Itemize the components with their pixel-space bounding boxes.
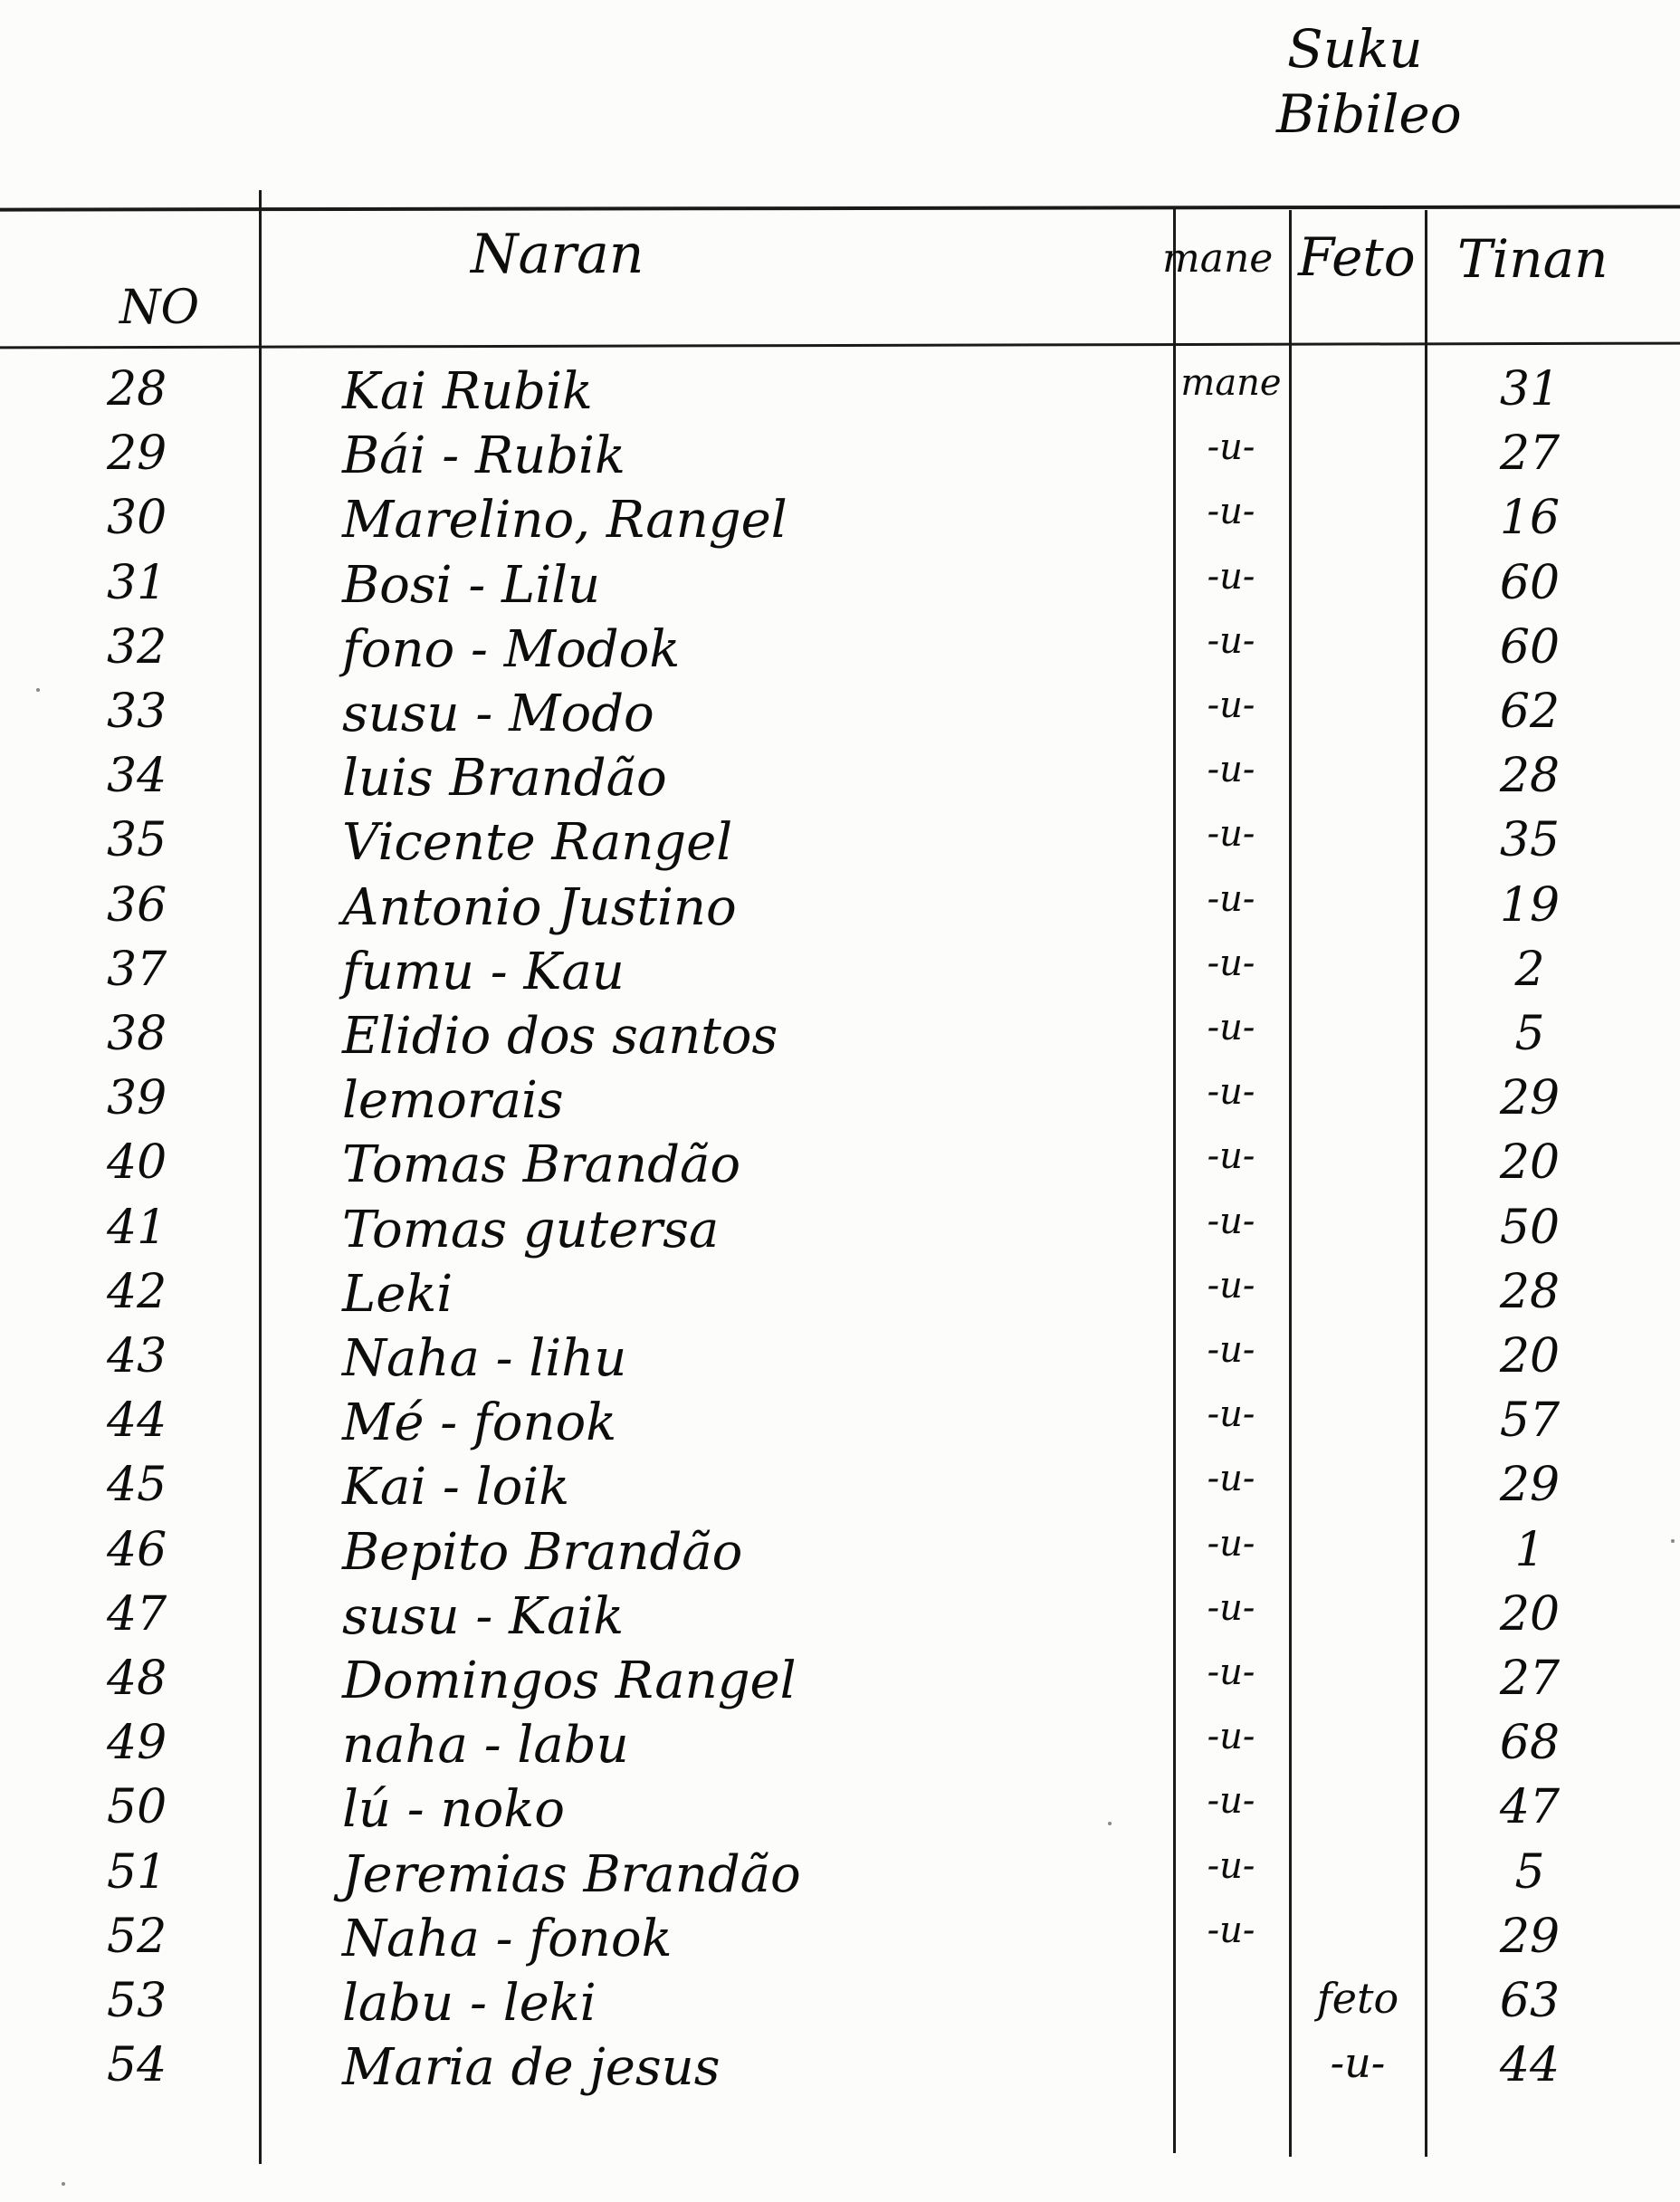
- row-number: 33: [107, 685, 167, 739]
- header-bottom-rule: [0, 342, 1680, 349]
- row-tinan: 16: [1499, 491, 1561, 546]
- row-mane: -u-: [1207, 1264, 1255, 1307]
- row-number: 47: [107, 1586, 167, 1642]
- row-naran: Vicente Rangel: [342, 813, 733, 873]
- row-naran: Mé - fonok: [342, 1393, 617, 1453]
- row-tinan: 50: [1499, 1200, 1561, 1255]
- row-tinan: 20: [1499, 1135, 1561, 1191]
- row-mane: -u-: [1207, 1200, 1255, 1242]
- table-row: [0, 426, 1680, 490]
- table-row: [0, 1845, 1680, 1909]
- row-mane: -u-: [1207, 619, 1255, 662]
- row-tinan: 35: [1499, 813, 1561, 868]
- table-row: [0, 878, 1680, 942]
- table-row: [0, 1910, 1680, 1973]
- row-tinan: 44: [1499, 2038, 1561, 2093]
- table-row: [0, 1716, 1680, 1779]
- row-mane: -u-: [1207, 1007, 1255, 1048]
- row-naran: labu - leki: [342, 1974, 597, 2033]
- row-naran: fono - Modok: [342, 619, 681, 679]
- row-tinan: 27: [1499, 426, 1561, 482]
- row-number: 44: [107, 1393, 167, 1449]
- scan-speck: [36, 688, 40, 692]
- column-header-no: NO: [119, 281, 200, 335]
- row-mane: -u-: [1207, 813, 1255, 856]
- row-tinan: 5: [1514, 1007, 1545, 1061]
- row-tinan: 27: [1499, 1652, 1561, 1706]
- row-number: 43: [107, 1329, 167, 1383]
- table-row: [0, 813, 1680, 876]
- row-number: 48: [107, 1652, 167, 1706]
- table-row: [0, 1329, 1680, 1393]
- row-tinan: 57: [1499, 1393, 1561, 1449]
- row-mane: -u-: [1207, 1393, 1255, 1436]
- row-mane: -u-: [1207, 491, 1255, 533]
- row-mane: -u-: [1207, 1135, 1255, 1178]
- row-tinan: 20: [1499, 1586, 1561, 1642]
- row-tinan: 5: [1514, 1844, 1545, 1900]
- column-header-tinan: Tinan: [1457, 228, 1608, 290]
- row-tinan: 1: [1514, 1522, 1545, 1577]
- row-number: 45: [107, 1458, 167, 1513]
- row-tinan: 29: [1499, 1458, 1561, 1513]
- column-header-mane: mane: [1162, 235, 1274, 282]
- column-header-feto: Feto: [1298, 226, 1416, 288]
- table-row: [0, 1587, 1680, 1651]
- row-naran: Naha - fonok: [342, 1909, 673, 1968]
- row-naran: Kai Rubik: [342, 362, 593, 421]
- row-mane: -u-: [1207, 1586, 1255, 1629]
- row-naran: susu - Kaik: [342, 1586, 625, 1646]
- row-number: 51: [107, 1844, 167, 1900]
- suku-name: Bibileo: [1276, 83, 1462, 145]
- row-tinan: 28: [1499, 1264, 1561, 1319]
- table-row: [0, 556, 1680, 619]
- row-feto: feto: [1316, 1974, 1399, 2023]
- row-naran: Leki: [342, 1264, 453, 1324]
- row-number: 34: [107, 749, 167, 804]
- scan-speck: [62, 2182, 65, 2186]
- table-row: [0, 1780, 1680, 1843]
- row-number: 37: [107, 942, 167, 997]
- table-row: [0, 1393, 1680, 1457]
- row-mane: -u-: [1207, 1844, 1255, 1887]
- row-mane: -u-: [1207, 1329, 1255, 1371]
- row-naran: Jeremias Brandão: [342, 1844, 801, 1904]
- row-mane: -u-: [1207, 1522, 1255, 1565]
- row-number: 30: [107, 491, 167, 546]
- table-row: [0, 1201, 1680, 1264]
- table-row: [0, 685, 1680, 748]
- row-tinan: 2: [1514, 942, 1545, 997]
- row-number: 28: [107, 362, 167, 416]
- table-row: [0, 1458, 1680, 1521]
- row-naran: fumu - Kau: [342, 942, 625, 1001]
- row-tinan: 68: [1499, 1716, 1561, 1771]
- row-mane: -u-: [1207, 426, 1255, 469]
- row-mane: -u-: [1207, 1909, 1255, 1951]
- row-number: 52: [107, 1909, 167, 1964]
- row-feto: -u-: [1330, 2038, 1386, 2088]
- row-number: 29: [107, 426, 167, 482]
- table-row: [0, 1974, 1680, 2037]
- row-number: 36: [107, 877, 167, 933]
- scan-speck: [1108, 1822, 1112, 1825]
- row-mane: -u-: [1207, 1780, 1255, 1823]
- table-row: [0, 1523, 1680, 1586]
- row-tinan: 62: [1499, 685, 1561, 739]
- column-header-naran: Naran: [471, 223, 644, 286]
- scan-speck: [1671, 1539, 1675, 1543]
- row-naran: Tomas Brandão: [342, 1135, 741, 1195]
- table-row: [0, 749, 1680, 812]
- row-number: 39: [107, 1071, 167, 1126]
- row-naran: Antonio Justino: [342, 877, 737, 937]
- row-mane: -u-: [1207, 1716, 1255, 1758]
- row-naran: lú - noko: [342, 1780, 565, 1840]
- row-number: 35: [107, 813, 167, 868]
- table-row: [0, 491, 1680, 554]
- table-row: [0, 1135, 1680, 1199]
- row-number: 31: [107, 555, 167, 610]
- row-tinan: 47: [1499, 1780, 1561, 1835]
- row-mane: -u-: [1207, 1652, 1255, 1693]
- row-mane: mane: [1180, 362, 1282, 404]
- row-mane: -u-: [1207, 749, 1255, 791]
- row-number: 50: [107, 1780, 167, 1835]
- suku-label: Suku: [1287, 18, 1423, 80]
- row-naran: Domingos Rangel: [342, 1652, 797, 1710]
- row-tinan: 63: [1499, 1974, 1561, 2028]
- row-number: 46: [107, 1522, 167, 1577]
- row-tinan: 60: [1499, 555, 1561, 610]
- table-row: [0, 1265, 1680, 1328]
- row-naran: Maria de jesus: [342, 2038, 721, 2098]
- row-tinan: 31: [1499, 362, 1561, 416]
- table-row: [0, 1071, 1680, 1135]
- table-row: [0, 2038, 1680, 2101]
- table-row: [0, 620, 1680, 684]
- row-naran: Bosi - Lilu: [342, 555, 601, 615]
- row-number: 40: [107, 1135, 167, 1191]
- row-naran: Bái - Rubik: [342, 426, 625, 486]
- row-naran: Tomas gutersa: [342, 1200, 720, 1259]
- row-naran: Naha - lihu: [342, 1329, 627, 1388]
- row-mane: -u-: [1207, 877, 1255, 920]
- row-mane: -u-: [1207, 1071, 1255, 1114]
- row-mane: -u-: [1207, 555, 1255, 598]
- row-naran: lemorais: [342, 1071, 564, 1131]
- row-number: 32: [107, 619, 167, 675]
- row-number: 38: [107, 1007, 167, 1061]
- row-mane: -u-: [1207, 685, 1255, 726]
- row-number: 54: [107, 2038, 167, 2093]
- row-number: 41: [107, 1200, 167, 1255]
- row-tinan: 20: [1499, 1329, 1561, 1383]
- row-number: 49: [107, 1716, 167, 1771]
- row-mane: -u-: [1207, 942, 1255, 984]
- row-naran: Marelino, Rangel: [342, 491, 788, 550]
- row-tinan: 28: [1499, 749, 1561, 804]
- row-tinan: 60: [1499, 619, 1561, 675]
- row-naran: luis Brandão: [342, 749, 667, 809]
- row-naran: naha - labu: [342, 1716, 629, 1776]
- row-mane: -u-: [1207, 1458, 1255, 1500]
- row-tinan: 29: [1499, 1071, 1561, 1126]
- table-row: [0, 1007, 1680, 1070]
- row-naran: Kai - loik: [342, 1458, 570, 1517]
- row-number: 42: [107, 1264, 167, 1319]
- table-row: [0, 362, 1680, 426]
- row-naran: Elidio dos santos: [342, 1007, 778, 1066]
- row-naran: Bepito Brandão: [342, 1522, 743, 1582]
- row-tinan: 29: [1499, 1909, 1561, 1964]
- table-row: [0, 943, 1680, 1006]
- row-number: 53: [107, 1974, 167, 2028]
- table-top-rule: [0, 205, 1680, 211]
- row-naran: susu - Modo: [342, 685, 654, 743]
- table-row: [0, 1652, 1680, 1715]
- row-tinan: 19: [1499, 877, 1561, 933]
